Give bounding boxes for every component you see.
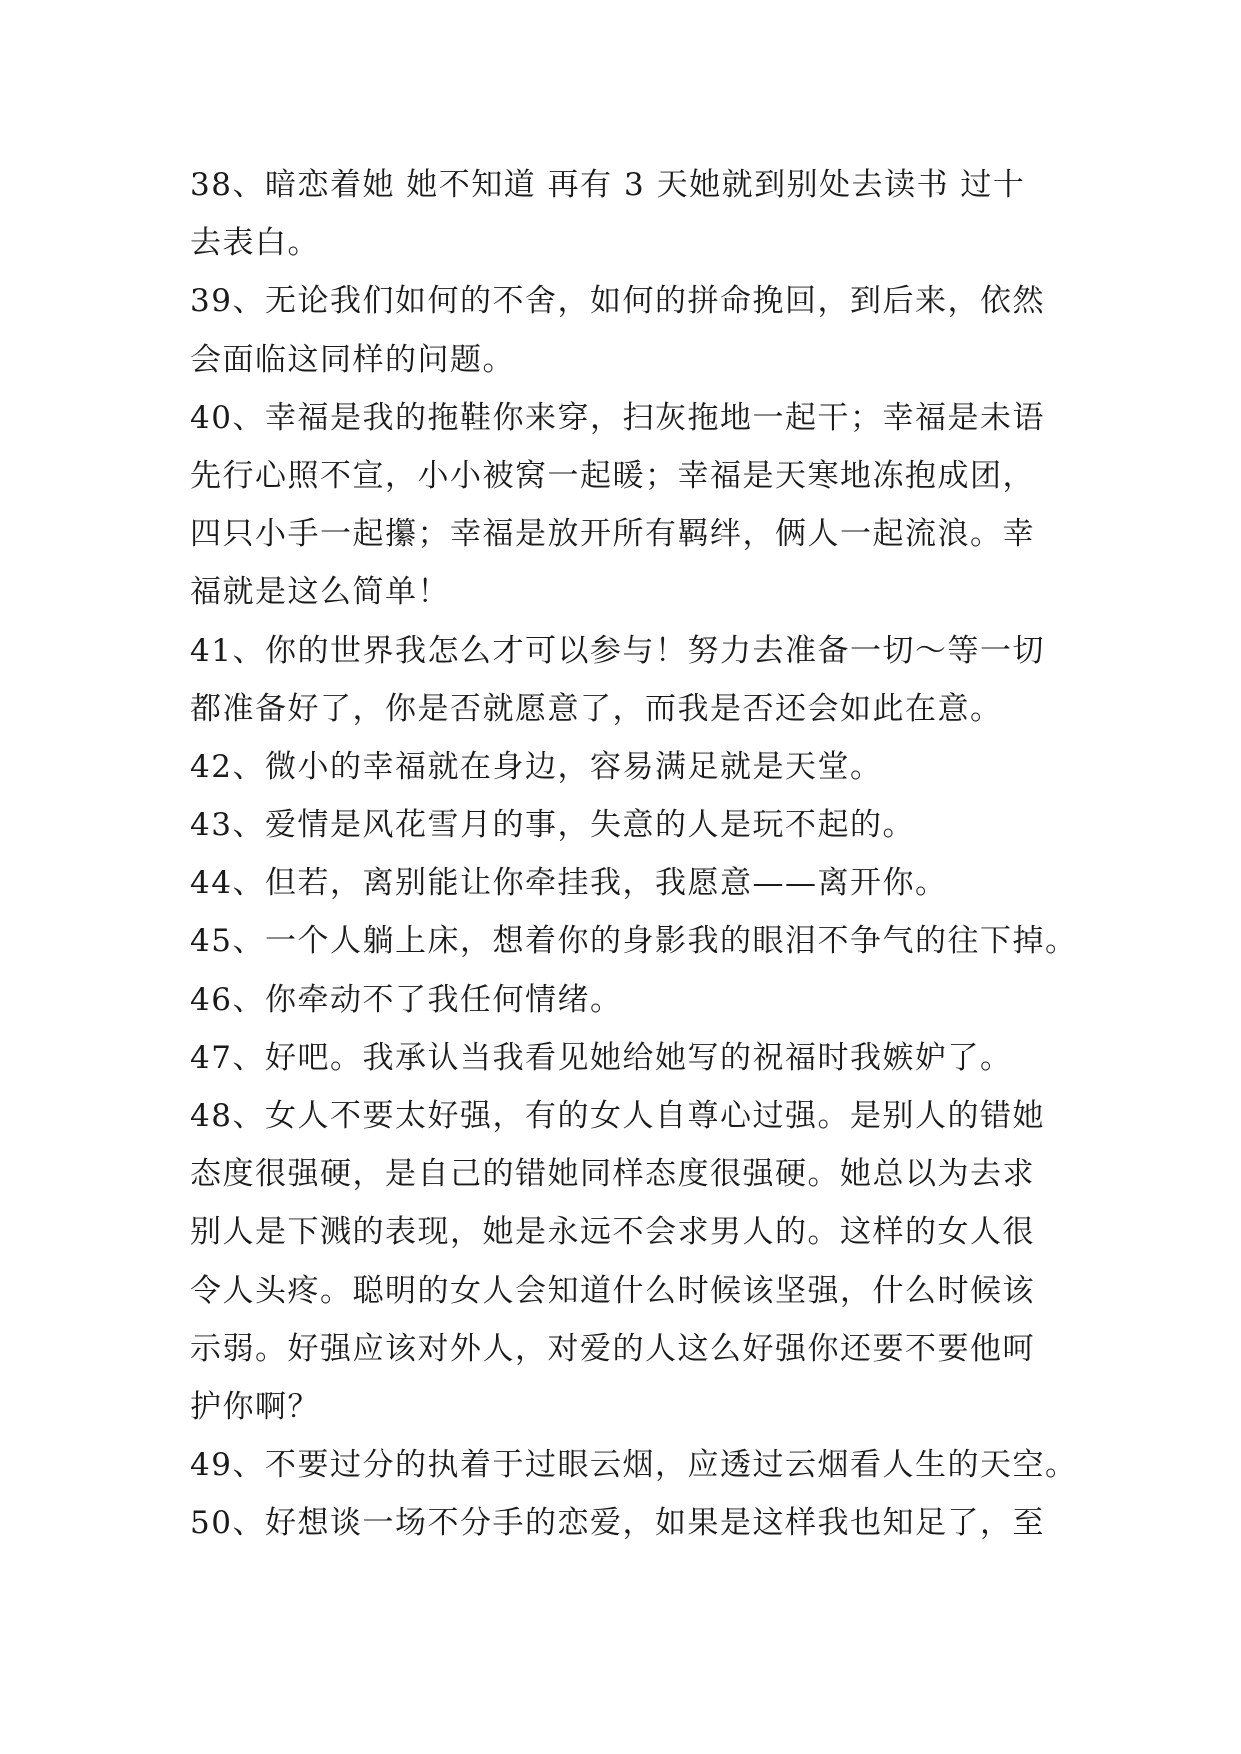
text-line: 去表白。 bbox=[190, 225, 320, 262]
text-line: 40、幸福是我的拖鞋你来穿，扫灰拖地一起干；幸福是未语 bbox=[190, 399, 1045, 436]
text-line: 49、不要过分的执着于过眼云烟，应透过云烟看人生的天空。 bbox=[190, 1447, 1078, 1484]
document-body bbox=[190, 156, 1078, 1553]
text-line: 都准备好了，你是否就愿意了，而我是否还会如此在意。 bbox=[190, 690, 1003, 727]
text-line: 45、一个人躺上床，想着你的身影我的眼泪不争气的往下掉。 bbox=[190, 923, 1078, 960]
text-line: 48、女人不要太好强，有的女人自尊心过强。是别人的错她 bbox=[190, 1098, 1045, 1134]
text-line: 先行心照不宣，小小被窝一起暖；幸福是天寒地冻抱成团， bbox=[190, 457, 1035, 494]
text-line: 42、微小的幸福就在身边，容易满足就是天堂。 bbox=[190, 748, 883, 785]
text-line: 39、无论我们如何的不舍，如何的拼命挽回，到后来，依然 bbox=[190, 283, 1045, 320]
text-line: 41、你的世界我怎么才可以参与！努力去准备一切～等一切 bbox=[190, 632, 1045, 669]
text-line: 别人是下溅的表现，她是永远不会求男人的。这样的女人很 bbox=[190, 1214, 1035, 1251]
text-line: 47、好吧。我承认当我看见她给她写的祝福时我嫉妒了。 bbox=[190, 1039, 1013, 1076]
text-line: 38、暗恋着她 她不知道 再有 3 天她就到别处去读书 过十 bbox=[190, 167, 1026, 203]
text-line: 44、但若，离别能让你牵挂我，我愿意——离开你。 bbox=[190, 865, 948, 902]
text-line: 态度很强硬，是自己的错她同样态度很强硬。她总以为去求 bbox=[190, 1156, 1035, 1193]
text-line: 护你啊？ bbox=[190, 1388, 320, 1425]
text-line: 示弱。好强应该对外人，对爱的人这么好强你还要不要他呵 bbox=[190, 1330, 1035, 1367]
text-line: 令人头疼。聪明的女人会知道什么时候该坚强，什么时候该 bbox=[190, 1272, 1035, 1309]
text-line: 43、爱情是风花雪月的事，失意的人是玩不起的。 bbox=[190, 807, 915, 844]
text-line: 福就是这么简单！ bbox=[190, 574, 450, 611]
text-line: 会面临这同样的问题。 bbox=[190, 341, 515, 378]
text-line: 50、好想谈一场不分手的恋爱，如果是这样我也知足了，至 bbox=[190, 1505, 1045, 1542]
text-line: 四只小手一起攥；幸福是放开所有羁绊，俩人一起流浪。幸 bbox=[190, 516, 1035, 553]
text-line: 46、你牵动不了我任何情绪。 bbox=[190, 981, 623, 1018]
